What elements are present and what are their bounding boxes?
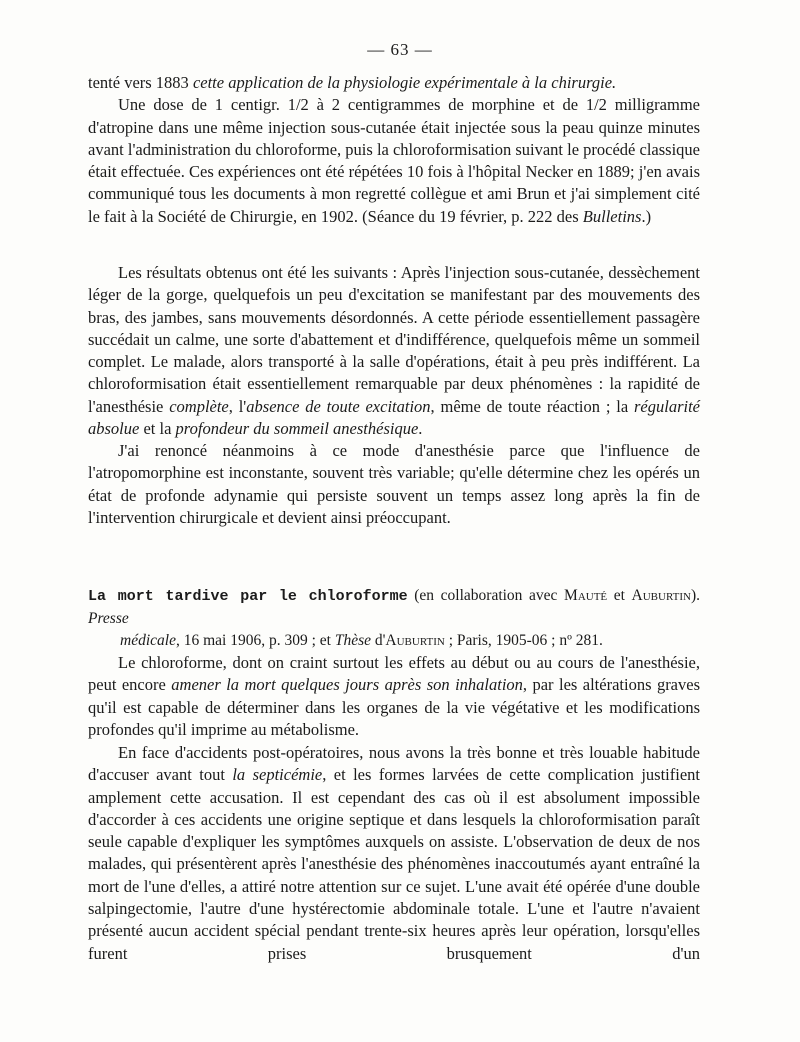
paragraph-3-text: J'ai renoncé néanmoins à ce mode d'anesthésie parce que l'influence de l'atropomorphine est inconstante, souvent très variable; qu'elle détermine chez les opérés un état de profonde adynamie qui persiste souvent un temps assez long après la fin de l'intervention chirurgicale et devient ainsi préoccupant.	[88, 441, 700, 527]
section-heading	[88, 585, 700, 652]
paragraph-5-text: En face d'accidents post-opératoires, nous avons la très bonne et très louable habitude d'accuser avant tout la septicémie, et les formes larvées de cette complication justifient amplement cette accusation. Il est cependant des cas où il est absolument impossible d'accorder à ces accidents une origine septique et dans lesquels la chloroformisation paraît seule capable d'expliquer les symptômes auxquels on assiste. L'observation de deux de nos malades, qui présentèrent après l'anesthésie des phénomènes inaccoutumés ayant entraîné la mort de l'une d'elles, a attiré notre attention sur ce sujet. L'une avait été opérée d'une double salpingectomie, l'autre d'une hystérectomie abdominale totale. L'une et l'autre n'avaient présenté aucun accident spécial pendant trente-six heures après leur opération, lorsqu'elles furent prises brusquement d'un	[88, 743, 700, 963]
paragraph-5	[88, 742, 700, 965]
paragraph-4-text: Le chloroforme, dont on craint surtout les effets au début ou au cours de l'anesthésie, peut encore amener la mort quelques jours après son inhalation, par les altérations graves qu'il est capable de déterminer dans les organes de la vie végétative et les modifications profondes qu'il imprime au métabolisme.	[88, 653, 701, 739]
paragraph-3	[88, 440, 700, 529]
section-heading-continuation: médicale, 16 mai 1906, p. 309 ; et Thèse d'Auburtin ; Paris, 1905-06 ; nº 281.	[120, 632, 603, 649]
paragraph-1	[88, 72, 700, 228]
paragraph-1-body: Une dose de 1 centigr. 1/2 à 2 centigrammes de morphine et de 1/2 milligramme d'atropine dans une même injection sous-cutanée était injectée sous la peau quinze minutes avant l'administration du chloroforme, puis la chloroformisation suivant le procédé classique était effectuée. Ces expériences ont été répétées 10 fois à l'hôpital Necker en 1889; j'en avais communiqué tous les documents à mon regretté collègue et ami Brun et j'ai simplement cité le fait à la Société de Chirurgie, en 1902. (Séance du 19 février, p. 222 des Bulletins.)	[88, 95, 700, 226]
section-heading-text: La mort tardive par le chloroforme (en collaboration avec Mauté et Auburtin). Presse médicale, 16 mai 1906, p. 309 ; et Thèse d'Auburtin ; Paris, 1905-06 ; nº 281.	[88, 585, 700, 652]
paragraph-2	[88, 262, 700, 440]
paragraph-4	[88, 652, 700, 741]
paragraph-1-text: tenté vers 1883 cette application de la physiologie expérimentale à la chirurgie.	[88, 73, 617, 92]
paragraph-2-text: Les résultats obtenus ont été les suivants : Après l'injection sous-cutanée, dessèchement léger de la gorge, quelquefois un peu d'excitation se manifestant par des mouvements des bras, des jambes, sans mouvements désordonnés. A cette période essentiellement passagère succédait un calme, une sorte d'abattement et d'indifférence, quelquefois même un sommeil complet. Le malade, alors transporté à la salle d'opérations, était à peu près indifférent. La chloroformisation était essentiellement remarquable par deux phénomènes : la rapidité de l'anesthésie complète, l'absence de toute excitation, même de toute réaction ; la régularité absolue et la profondeur du sommeil anesthésique.	[88, 263, 700, 439]
section-title: La mort tardive par le chloroforme	[88, 588, 408, 605]
page-number: — 63 —	[367, 40, 433, 59]
